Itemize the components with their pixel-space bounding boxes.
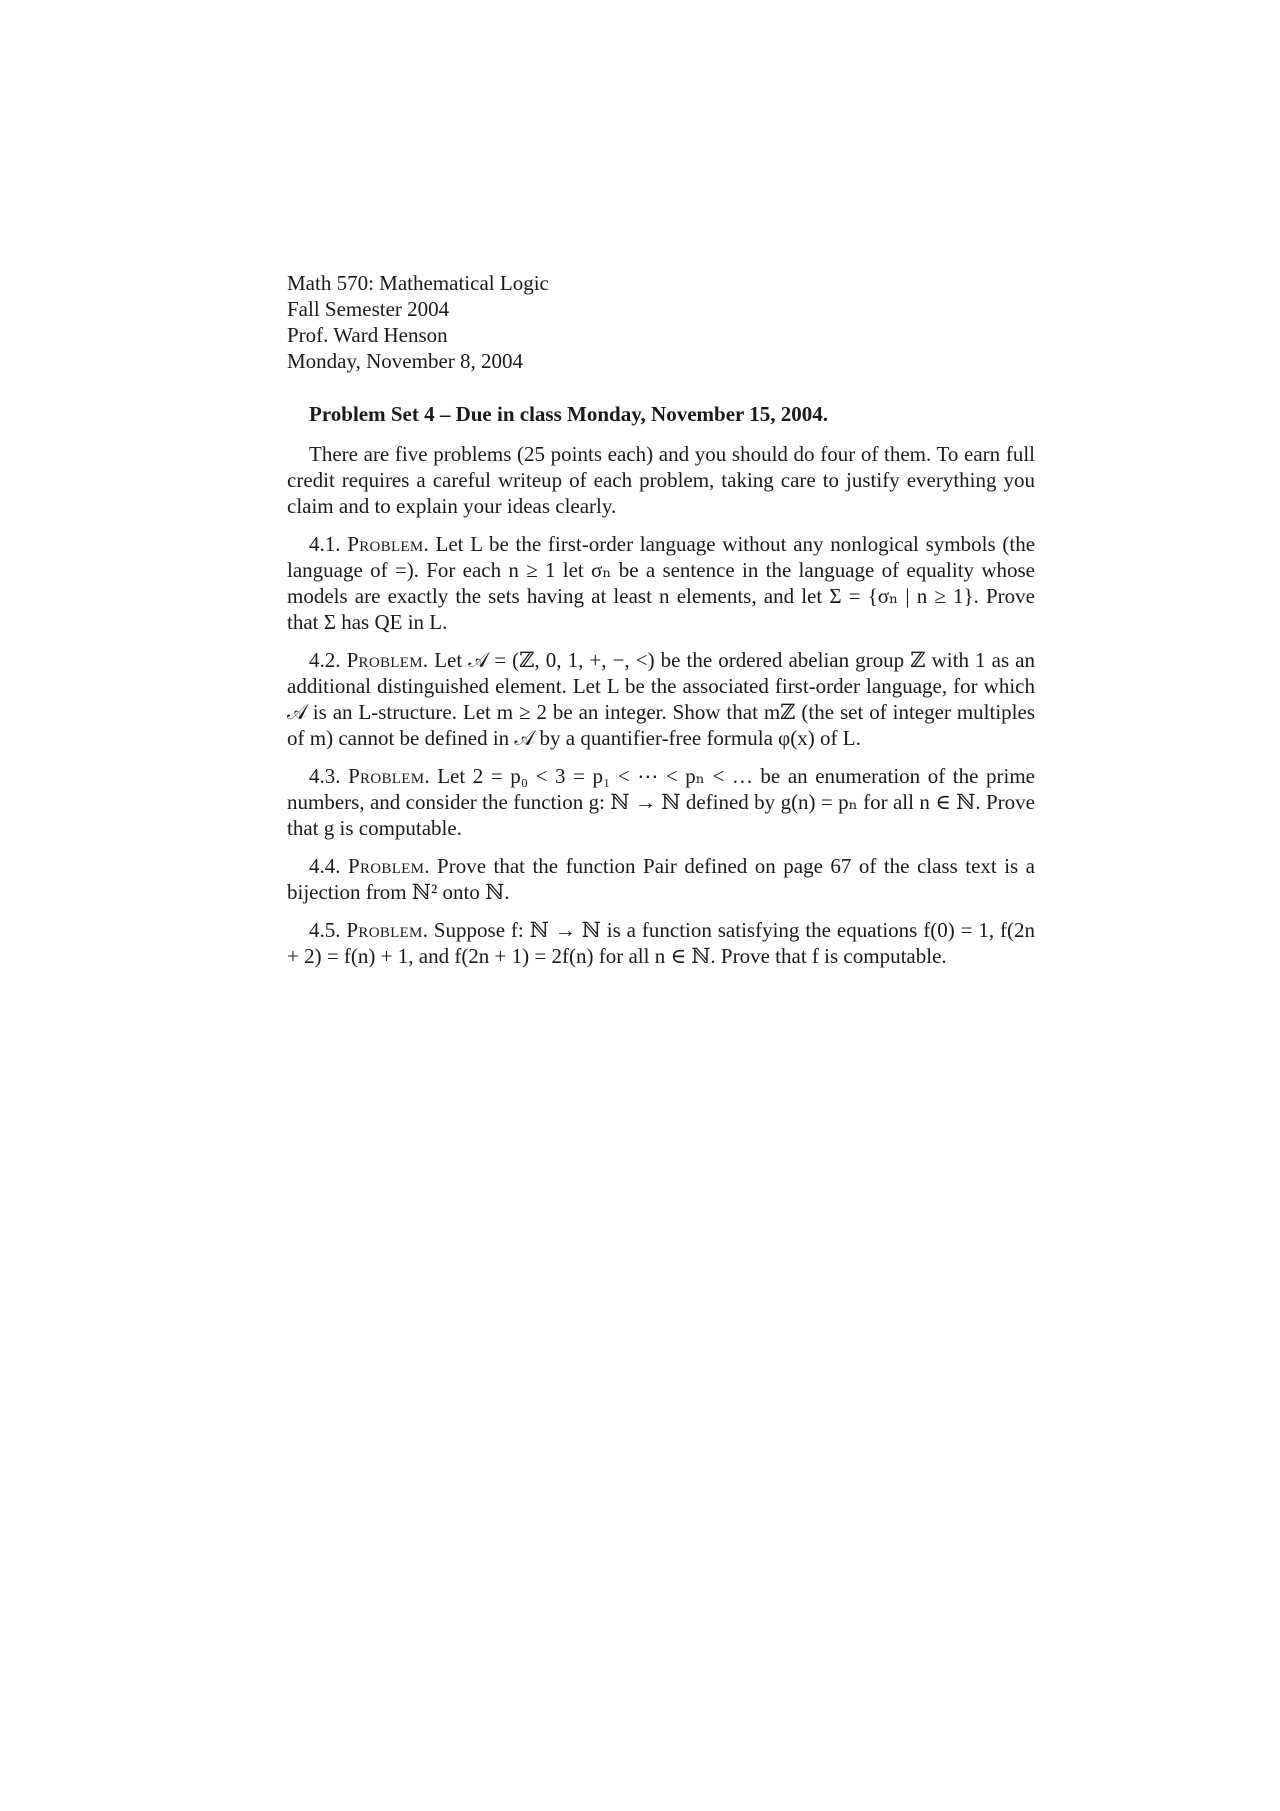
problem-number: 4.5.	[309, 918, 341, 942]
problem-number: 4.4.	[309, 854, 341, 878]
problem-number: 4.1.	[309, 532, 341, 556]
problem-text: Suppose f: ℕ → ℕ is a function satisfying the equations f(0) = 1, f(2n + 2) = f(n) + 1, and f(2n + 1) = 2f(n) for all n ∈ ℕ. Prove that f is computable.	[287, 918, 1036, 968]
professor: Prof. Ward Henson	[287, 323, 448, 347]
problem-text: Prove that the function Pair defined on page 67 of the class text is a bijection from ℕ² onto ℕ.	[287, 854, 1036, 904]
problem-number: 4.2.	[309, 648, 341, 672]
problem-4-5: 4.5. Problem. Suppose f: ℕ → ℕ is a function satisfying the equations f(0) = 1, f(2n + 2) = f(n) + 1, and f(2n + 1) = 2f(n) for all n ∈ ℕ. Prove that f is computable.	[287, 918, 1036, 968]
problem-text: Let L be the first-order language without any nonlogical symbols (the language of =). For each n ≥ 1 let σₙ be a sentence in the language of equality whose models are exactly the sets having at least n elements, and let Σ = {σₙ | n ≥ 1}. Prove that Σ has QE in L.	[287, 532, 1036, 634]
problem-4-3: 4.3. Problem. Let 2 = p₀ < 3 = p₁ < ⋯ < pₙ < … be an enumeration of the prime numbers, and consider the function g: ℕ → ℕ defined by g(n) = pₙ for all n ∈ ℕ. Prove that g is computable.	[287, 764, 1036, 840]
problem-text: Let 𝒜 = (ℤ, 0, 1, +, −, <) be the ordered abelian group ℤ with 1 as an additional distinguished element. Let L be the associated first-order language, for which 𝒜 is an L-structure. Let m ≥ 2 be an integer. Show that mℤ (the set of integer multiples of m) cannot be defined in 𝒜 by a quantifier-free formula φ(x) of L.	[287, 648, 1036, 750]
problem-label: Problem	[346, 918, 423, 942]
problem-label: Problem	[348, 764, 425, 788]
course-name: Math 570: Mathematical Logic	[287, 271, 549, 295]
problem-label: Problem	[347, 854, 425, 878]
intro-paragraph: There are five problems (25 points each) and you should do four of them. To earn full credit requires a careful writeup of each problem, taking care to justify everything you claim and to explain your ideas clearly.	[287, 442, 1035, 518]
issue-date: Monday, November 8, 2004	[287, 349, 524, 373]
problem-text: Let 2 = p₀ < 3 = p₁ < ⋯ < pₙ < … be an enumeration of the prime numbers, and consider the function g: ℕ → ℕ defined by g(n) = pₙ for all n ∈ ℕ. Prove that g is computable.	[287, 764, 1036, 840]
problem-4-1: 4.1. Problem. Let L be the first-order language without any nonlogical symbols (the language of =). For each n ≥ 1 let σₙ be a sentence in the language of equality whose models are exactly the sets having at least n elements, and let Σ = {σₙ | n ≥ 1}. Prove that Σ has QE in L.	[287, 532, 1036, 634]
header-block	[287, 270, 1035, 374]
document-page	[287, 270, 1035, 969]
problem-label: Problem	[347, 532, 424, 556]
problem-set-title: Problem Set 4 – Due in class Monday, November 15, 2004.	[309, 402, 828, 426]
semester: Fall Semester 2004	[287, 297, 450, 321]
problem-label: Problem	[346, 648, 423, 672]
problem-4-2: 4.2. Problem. Let 𝒜 = (ℤ, 0, 1, +, −, <) be the ordered abelian group ℤ with 1 as an additional distinguished element. Let L be the associated first-order language, for which 𝒜 is an L-structure. Let m ≥ 2 be an integer. Show that mℤ (the set of integer multiples of m) cannot be defined in 𝒜 by a quantifier-free formula φ(x) of L.	[287, 648, 1036, 750]
problem-number: 4.3.	[309, 764, 341, 788]
problem-4-4: 4.4. Problem. Prove that the function Pair defined on page 67 of the class text is a bijection from ℕ² onto ℕ.	[287, 854, 1036, 904]
